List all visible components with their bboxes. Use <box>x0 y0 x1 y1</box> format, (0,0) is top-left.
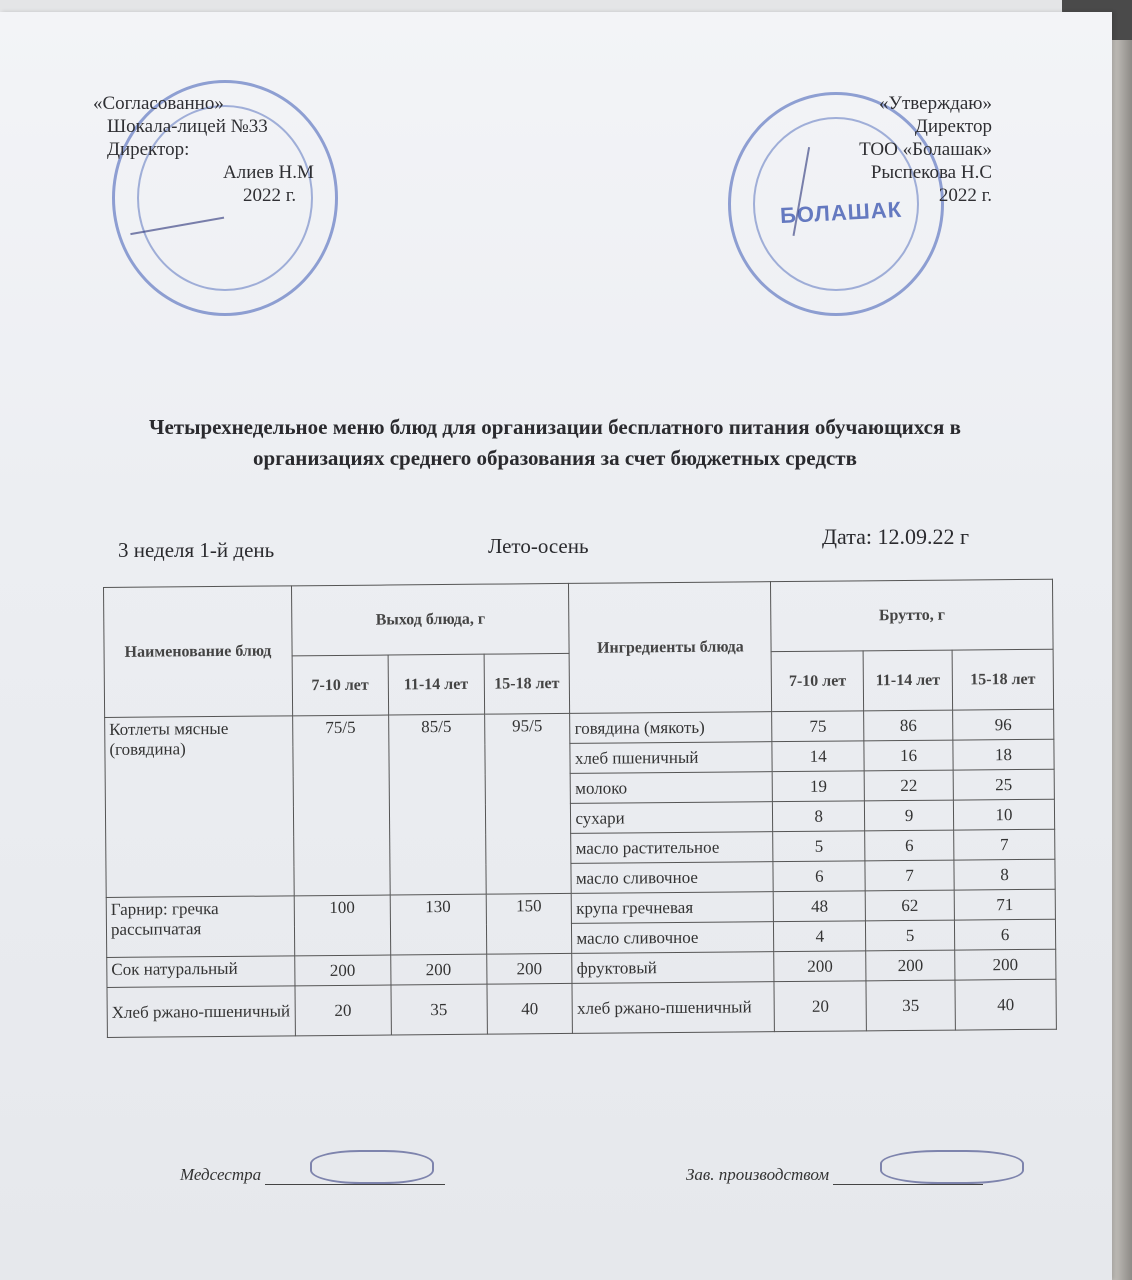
approval-label: «Утверждаю» <box>879 93 992 114</box>
nurse-signature <box>310 1150 434 1184</box>
menu-table <box>103 579 1057 1038</box>
gross-value: 40 <box>955 979 1056 1030</box>
header-age-15-18: 15-18 лет <box>952 649 1054 710</box>
gross-value: 6 <box>773 861 865 892</box>
ingredient-name: масло сливочное <box>571 862 773 894</box>
dish-yield: 150 <box>486 893 572 954</box>
ingredient-name: хлеб пшеничный <box>570 742 772 774</box>
week-day-label: 3 неделя 1-й день <box>118 538 275 562</box>
gross-value: 22 <box>864 770 953 801</box>
document-title: Четырехнедельное меню блюд для организации бесплатного питания обучающихся в организациях среднего образования за счет бюджетных средств <box>149 415 961 470</box>
gross-value: 200 <box>774 951 866 982</box>
gross-value: 14 <box>772 741 864 772</box>
dish-yield: 200 <box>486 953 572 984</box>
approval-org: Шокала-лицей №33 <box>107 116 268 137</box>
gross-value: 25 <box>953 769 1054 800</box>
header-ingredients: Ингредиенты блюда <box>569 582 772 714</box>
approval-block-left <box>93 92 314 207</box>
gross-value: 18 <box>953 739 1054 770</box>
dish-yield: 200 <box>294 955 390 986</box>
seal-label: БОЛАШАК <box>779 196 903 229</box>
header-age-15-18: 15-18 лет <box>484 653 570 714</box>
approval-org: ТОО «Болашак» <box>859 139 992 160</box>
ingredient-name: масло сливочное <box>572 922 774 954</box>
gross-value: 96 <box>953 709 1054 740</box>
gross-value: 7 <box>954 829 1055 860</box>
dish-yield: 130 <box>390 894 486 955</box>
gross-value: 9 <box>865 800 954 831</box>
ingredient-name: сухари <box>571 802 773 834</box>
gross-value: 6 <box>954 919 1055 950</box>
dish-yield: 35 <box>391 984 487 1035</box>
gross-value: 86 <box>864 710 953 741</box>
dish-name: Хлеб ржано-пшеничный <box>107 986 295 1038</box>
chef-signature <box>880 1150 1024 1184</box>
header-age-11-14: 11-14 лет <box>863 650 952 711</box>
gross-value: 48 <box>773 891 865 922</box>
approval-label: «Согласованно» <box>93 93 224 114</box>
gross-value: 200 <box>866 950 955 981</box>
header-age-7-10: 7-10 лет <box>771 651 863 712</box>
approval-name: Алиев Н.М <box>223 162 314 183</box>
nurse-label: Медсестра <box>180 1165 262 1184</box>
header-dish-name: Наименование блюд <box>104 586 293 718</box>
dish-yield: 85/5 <box>388 714 485 895</box>
gross-value: 7 <box>865 860 954 891</box>
dish-yield: 20 <box>295 985 391 1036</box>
gross-value: 6 <box>865 830 954 861</box>
dish-yield: 75/5 <box>292 715 389 896</box>
gross-value: 5 <box>773 831 865 862</box>
gross-value: 20 <box>774 981 866 1032</box>
gross-value: 8 <box>773 801 865 832</box>
ingredient-name: молоко <box>571 772 773 804</box>
gross-value: 4 <box>774 921 866 952</box>
dish-yield: 200 <box>390 954 486 985</box>
ingredient-name: фруктовый <box>572 952 774 984</box>
ingredient-name: масло растительное <box>571 832 773 864</box>
season-label: Лето-осень <box>488 534 589 558</box>
dish-yield: 40 <box>487 983 573 1034</box>
gross-value: 35 <box>866 980 955 1031</box>
approval-block-right <box>859 92 992 207</box>
gross-value: 71 <box>954 889 1055 920</box>
dish-name: Сок натуральный <box>107 956 295 988</box>
gross-value: 200 <box>955 949 1056 980</box>
ingredient-name: крупа гречневая <box>572 892 774 924</box>
gross-value: 62 <box>865 890 954 921</box>
table-row <box>107 979 1056 1037</box>
header-age-7-10: 7-10 лет <box>292 655 388 716</box>
approval-year: 2022 г. <box>243 185 297 206</box>
gross-value: 19 <box>772 771 864 802</box>
approval-position: Директор: <box>107 139 190 160</box>
gross-value: 75 <box>772 711 864 742</box>
date-label: Дата: 12.09.22 г <box>822 524 969 549</box>
header-gross: Брутто, г <box>771 579 1053 651</box>
approval-name: Рыспекова Н.С <box>870 162 992 183</box>
ingredient-name: говядина (мякоть) <box>570 712 772 744</box>
dish-yield: 95/5 <box>484 713 571 894</box>
gross-value: 8 <box>954 859 1055 890</box>
dish-name: Котлеты мясные (говядина) <box>105 716 294 898</box>
gross-value: 16 <box>864 740 953 771</box>
header-age-11-14: 11-14 лет <box>388 654 484 715</box>
gross-value: 5 <box>866 920 955 951</box>
dish-yield: 100 <box>294 895 390 956</box>
approval-position: Директор <box>914 116 992 137</box>
ingredient-name: хлеб ржано-пшеничный <box>572 982 774 1034</box>
chef-label: Зав. производством <box>686 1165 830 1184</box>
dish-name: Гарнир: гречка рассыпчатая <box>106 896 294 958</box>
approval-year: 2022 г. <box>938 185 992 206</box>
gross-value: 10 <box>953 799 1054 830</box>
header-yield: Выход блюда, г <box>291 583 569 655</box>
